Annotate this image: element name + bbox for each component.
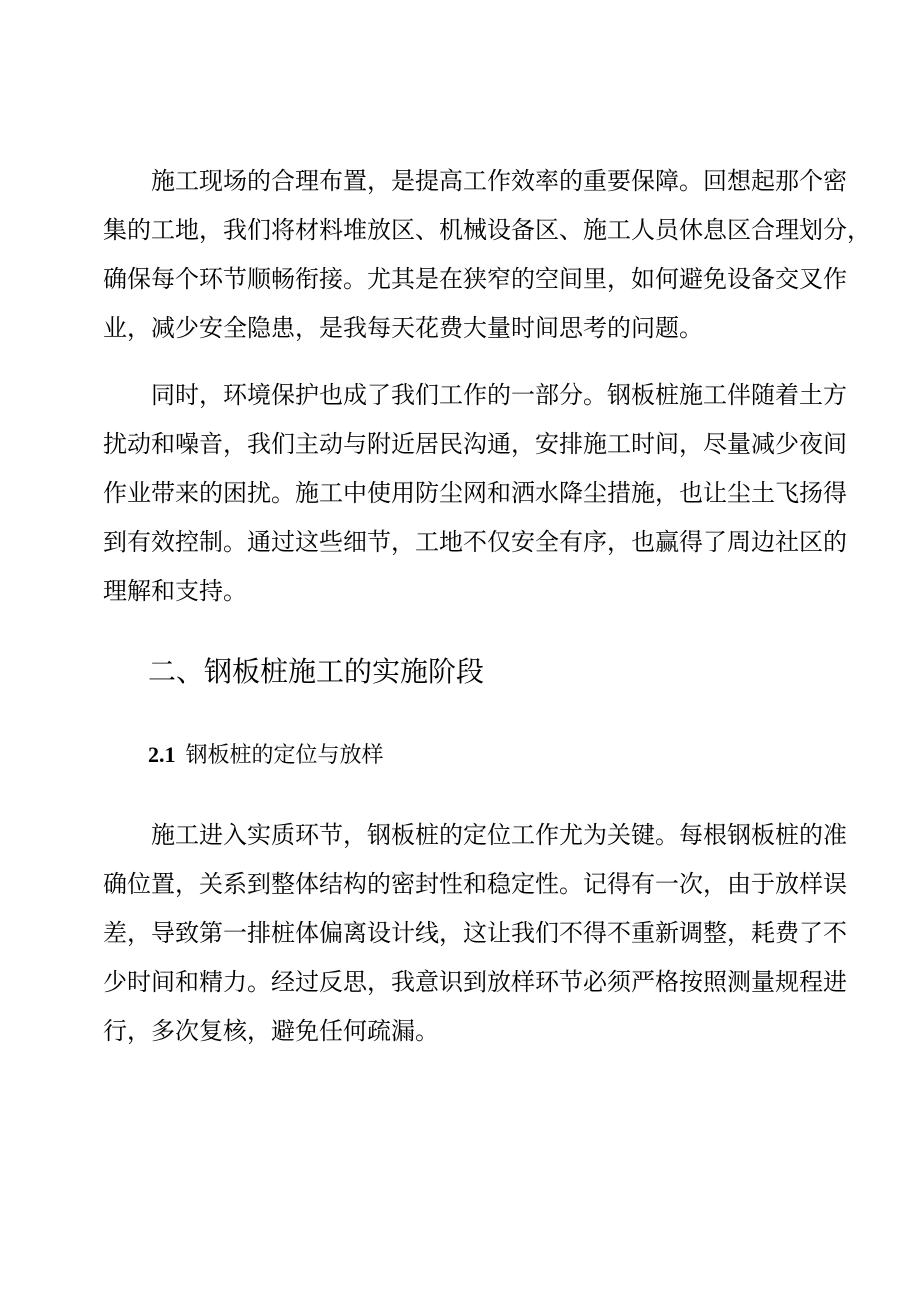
paragraph-2-line-2: 扰动和噪音，我们主动与附近居民沟通，安排施工时间，尽量减少夜间 [103, 430, 847, 458]
paragraph-3-line-4: 少时间和精力。经过反思，我意识到放样环节必须严格按照测量规程进 [103, 968, 847, 996]
paragraph-2-line-5: 理解和支持。 [103, 577, 247, 605]
subsection-heading [148, 740, 384, 771]
paragraph-1-line-2: 集的工地，我们将材料堆放区、机械设备区、施工人员休息区合理划分， [103, 216, 871, 244]
section-heading: 二、钢板桩施工的实施阶段 [148, 655, 485, 688]
paragraph-1-line-1: 施工现场的合理布置，是提高工作效率的重要保障。回想起那个密 [103, 167, 847, 195]
paragraph-3-line-1: 施工进入实质环节，钢板桩的定位工作尤为关键。每根钢板桩的准 [103, 821, 847, 849]
paragraph-2-line-1: 同时，环境保护也成了我们工作的一部分。钢板桩施工伴随着土方 [103, 381, 847, 409]
subsection-number: 2.1 [148, 742, 176, 767]
paragraph-3-line-5: 行，多次复核，避免任何疏漏。 [103, 1017, 439, 1045]
paragraph-2-line-3: 作业带来的困扰。施工中使用防尘网和洒水降尘措施，也让尘土飞扬得 [103, 479, 847, 507]
paragraph-2-line-4: 到有效控制。通过这些细节，工地不仅安全有序，也赢得了周边社区的 [103, 528, 847, 556]
paragraph-1-line-4: 业，减少安全隐患，是我每天花费大量时间思考的问题。 [103, 314, 703, 342]
paragraph-3-line-3: 差，导致第一排桩体偏离设计线，这让我们不得不重新调整，耗费了不 [103, 919, 847, 947]
paragraph-3-line-2: 确位置，关系到整体结构的密封性和稳定性。记得有一次，由于放样误 [103, 870, 847, 898]
paragraph-1-line-3: 确保每个环节顺畅衔接。尤其是在狭窄的空间里，如何避免设备交叉作 [103, 265, 847, 293]
subsection-title: 钢板桩的定位与放样 [185, 743, 384, 768]
